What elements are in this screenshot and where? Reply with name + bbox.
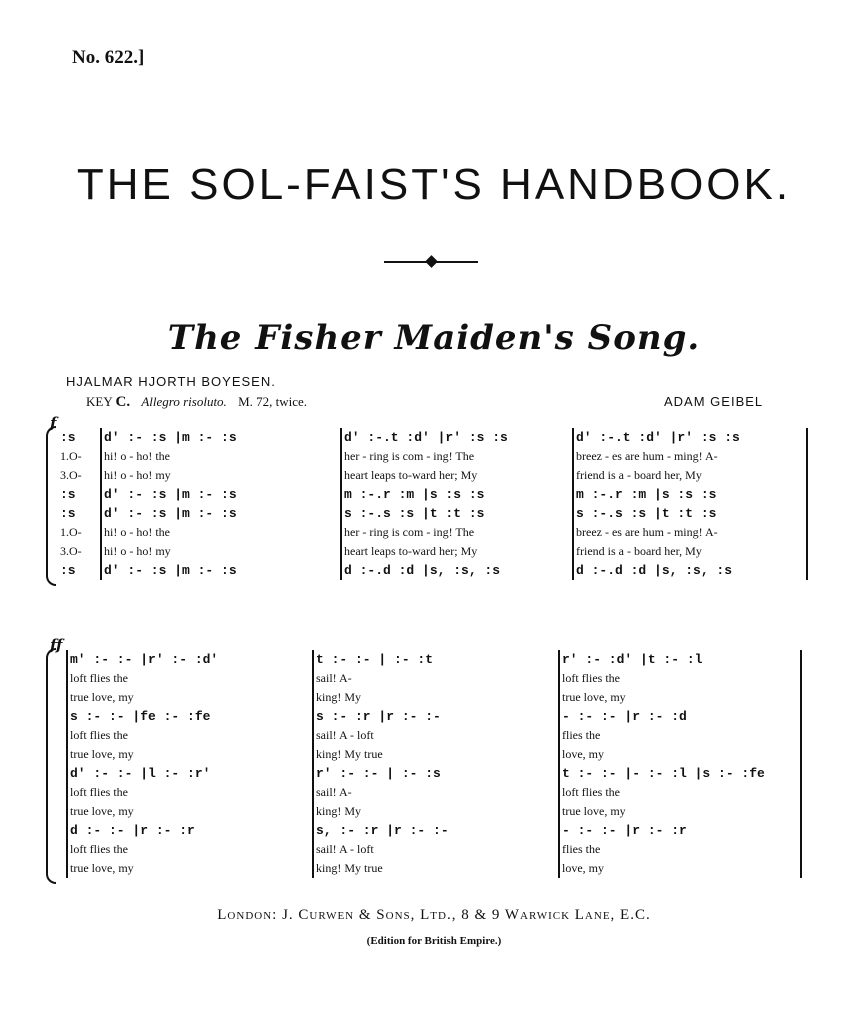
bar-line <box>572 428 574 580</box>
key-value: C. <box>115 394 131 410</box>
bar-line <box>100 428 102 580</box>
handbook-number: No. 622.] <box>72 47 145 68</box>
lyric-line: true love, my <box>70 804 134 818</box>
lyric-line: her - ring is com - ing! The <box>344 449 475 463</box>
tempo-marking: Allegro risoluto. <box>141 394 227 409</box>
lyric-line: hi! o - ho! the <box>104 525 170 539</box>
solfa-notes: - :- :- |r :- :d <box>562 709 687 724</box>
bar-line <box>312 650 314 878</box>
lyric-line: true love, my <box>70 861 134 875</box>
lyric-line: loft flies the <box>562 785 620 799</box>
lyric-line: hi! o - ho! the <box>104 449 170 463</box>
title-ornament-diamond <box>425 255 438 268</box>
solfa-notes: m' :- :- |r' :- :d' <box>70 652 219 667</box>
lyric-line: sail! A - loft <box>316 842 374 856</box>
solfa-notes: d' :- :- |l :- :r' <box>70 766 211 781</box>
lyric-line: true love, my <box>562 804 626 818</box>
edition-note: (Edition for British Empire.) <box>366 935 502 947</box>
solfa-notes: s :- :r |r :- :- <box>316 709 441 724</box>
lyric-line: loft flies the <box>70 842 128 856</box>
solfa-notes: :s <box>60 430 76 445</box>
solfa-notes: d :-.d :d |s, :s, :s <box>344 563 501 578</box>
solfa-notes: d' :-.t :d' |r' :s :s <box>344 430 508 445</box>
bar-line <box>800 650 802 878</box>
solfa-notes: d' :- :s |m :- :s <box>104 430 237 445</box>
lyric-line: 3.O- <box>60 468 82 482</box>
solfa-notes: :s <box>60 563 76 578</box>
bar-line <box>66 650 68 878</box>
solfa-notes: d :-.d :d |s, :s, :s <box>576 563 733 578</box>
lyric-line: breez - es are hum - ming! A- <box>576 525 718 539</box>
solfa-notes: r' :- :d' |t :- :l <box>562 652 703 667</box>
lyric-line: breez - es are hum - ming! A- <box>576 449 718 463</box>
lyric-line: 3.O- <box>60 544 82 558</box>
dynamic-marking: ff <box>50 636 63 654</box>
solfa-notes: m :-.r :m |s :s :s <box>576 487 717 502</box>
solfa-notes: s :-.s :s |t :t :s <box>344 506 485 521</box>
publisher-line: London: J. Curwen & Sons, Ltd., 8 & 9 Warwick Lane, E.C. <box>217 907 651 923</box>
solfa-notes: - :- :- |r :- :r <box>562 823 687 838</box>
lyric-line: heart leaps to-ward her; My <box>344 468 478 482</box>
lyric-line: loft flies the <box>70 671 128 685</box>
lyric-line: hi! o - ho! my <box>104 544 171 558</box>
lyric-line: true love, my <box>70 690 134 704</box>
solfa-notes: s :-.s :s |t :t :s <box>576 506 717 521</box>
lyric-line: king! My <box>316 690 361 704</box>
solfa-notes: d' :-.t :d' |r' :s :s <box>576 430 740 445</box>
solfa-notes: :s <box>60 506 76 521</box>
key-label: KEY <box>86 394 113 409</box>
bar-line <box>340 428 342 580</box>
solfa-notes: m :-.r :m |s :s :s <box>344 487 485 502</box>
solfa-notes: s, :- :r |r :- :- <box>316 823 449 838</box>
solfa-notes: t :- :- |- :- :l |s :- :fe <box>562 766 765 781</box>
lyric-line: true love, my <box>562 690 626 704</box>
lyric-line: love, my <box>562 861 604 875</box>
system-bracket <box>46 648 56 884</box>
metronome-marking: M. 72, twice. <box>238 394 308 409</box>
dynamic-marking: f <box>50 414 57 432</box>
lyric-line: sail! A- <box>316 671 352 685</box>
solfa-notes: d' :- :s |m :- :s <box>104 563 237 578</box>
page-title: THE SOL-FAIST'S HANDBOOK. <box>76 160 792 209</box>
lyric-line: king! My <box>316 804 361 818</box>
bar-line <box>558 650 560 878</box>
lyric-line: heart leaps to-ward her; My <box>344 544 478 558</box>
lyric-line: king! My true <box>316 861 383 875</box>
key-tempo-line <box>86 394 307 411</box>
lyric-line: her - ring is com - ing! The <box>344 525 475 539</box>
solfa-notes: :s <box>60 487 76 502</box>
lyric-line: hi! o - ho! my <box>104 468 171 482</box>
lyric-line: sail! A- <box>316 785 352 799</box>
lyric-line: loft flies the <box>562 671 620 685</box>
lyric-line: true love, my <box>70 747 134 761</box>
solfa-notes: t :- :- | :- :t <box>316 652 434 667</box>
lyric-line: 1.O- <box>60 449 82 463</box>
lyric-line: loft flies the <box>70 785 128 799</box>
system-bracket <box>46 426 56 586</box>
lyric-line: loft flies the <box>70 728 128 742</box>
lyric-line: friend is a - board her, My <box>576 544 702 558</box>
solfa-notes: d' :- :s |m :- :s <box>104 506 237 521</box>
lyric-line: king! My true <box>316 747 383 761</box>
poet-name: HJALMAR HJORTH BOYESEN. <box>66 374 276 389</box>
solfa-notes: d :- :- |r :- :r <box>70 823 195 838</box>
lyric-line: flies the <box>562 728 601 742</box>
solfa-notes: r' :- :- | :- :s <box>316 766 441 781</box>
solfa-notes: d' :- :s |m :- :s <box>104 487 237 502</box>
lyric-line: flies the <box>562 842 601 856</box>
solfa-notes: s :- :- |fe :- :fe <box>70 709 211 724</box>
lyric-line: love, my <box>562 747 604 761</box>
composer-name: ADAM GEIBEL <box>664 394 764 409</box>
lyric-line: friend is a - board her, My <box>576 468 702 482</box>
lyric-line: 1.O- <box>60 525 82 539</box>
song-title: The Fisher Maiden's Song. <box>167 318 701 358</box>
lyric-line: sail! A - loft <box>316 728 374 742</box>
